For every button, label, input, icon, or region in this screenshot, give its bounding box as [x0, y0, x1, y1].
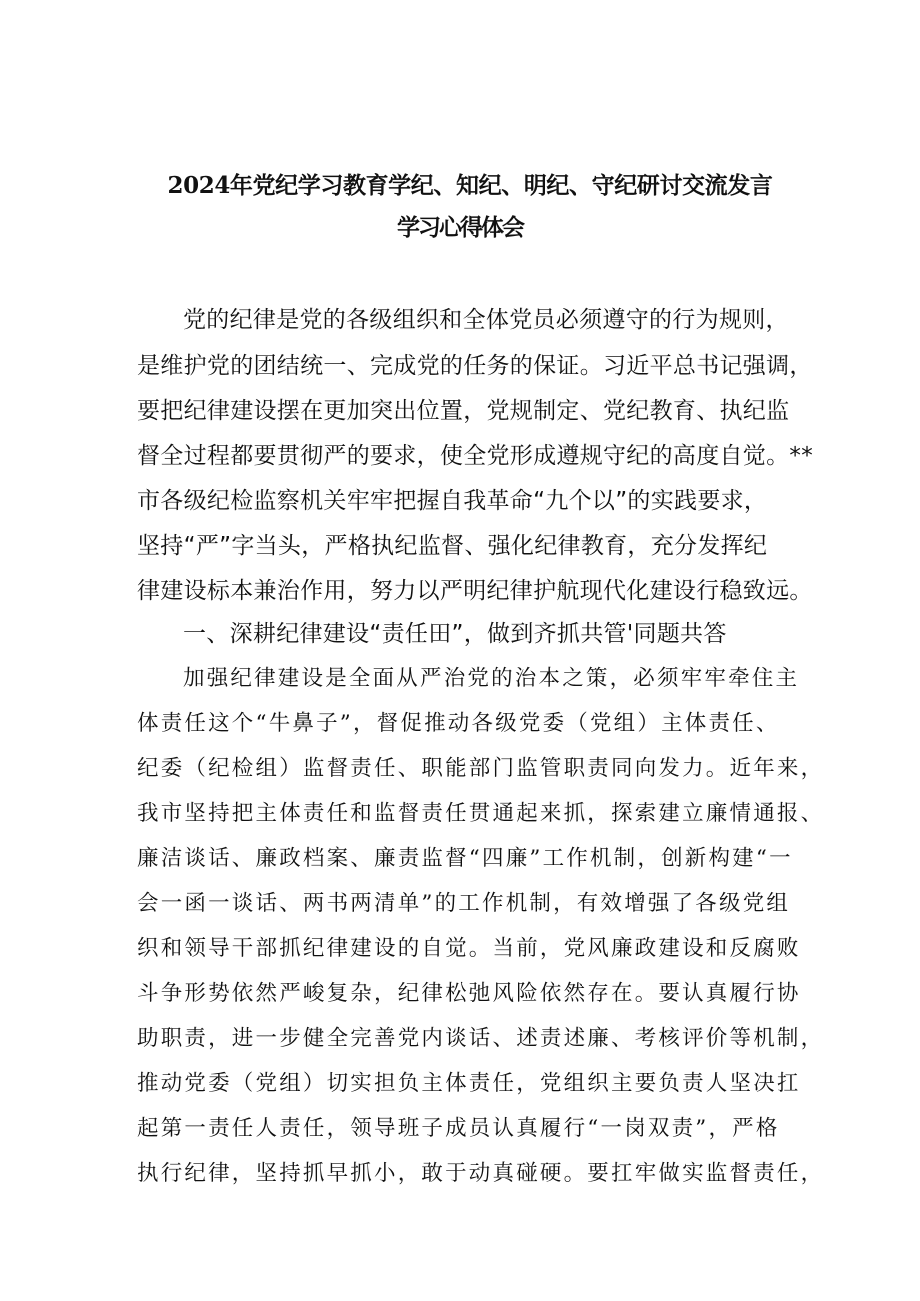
intro-line: 督全过程都要贯彻严的要求，使全党形成遵规守纪的高度自觉。**: [137, 443, 813, 469]
body-line: 斗争形势依然严峻复杂，纪律松弛风险依然存在。要认真履行协: [137, 981, 801, 1006]
body-line: 纪委（纪检组）监督责任、职能部门监管职责同向发力。近年来，: [137, 756, 825, 781]
intro-line: 要把纪律建设摆在更加突出位置，党规制定、党纪教育、执纪监: [137, 398, 790, 424]
body-line: 织和领导干部抓纪律建设的自觉。当前，党风廉政建设和反腐败: [137, 936, 801, 961]
intro-line: 是维护党的团结统一、完成党的任务的保证。习近平总书记强调，: [137, 353, 813, 379]
intro-line: 坚持“严”字当头，严格执纪监督、强化纪律教育，充分发挥纪: [137, 533, 768, 559]
document-title: 2024年党纪学习教育学纪、知纪、明纪、守纪研讨交流发言: [167, 172, 773, 199]
body-line: 我市坚持把主体责任和监督责任贯通起来抓，探索建立廉情通报、: [137, 801, 825, 826]
intro-line: 市各级纪检监察机关牢牢把握自我革命“九个以”的实践要求，: [137, 488, 768, 514]
body-line: 体责任这个“牛鼻子”，督促推动各级党委（党组）主体责任、: [137, 711, 780, 736]
body-line: 推动党委（党组）切实担负主体责任，党组织主要负责人坚决扛: [137, 1071, 801, 1096]
section-heading: 一、深耕纪律建设“责任田”，做到齐抓共管'同题共答: [183, 621, 727, 647]
body-line: 起第一责任人责任，领导班子成员认真履行“一岗双责”，严格: [137, 1116, 780, 1141]
body-line: 执行纪律，坚持抓早抓小，敢于动真碰硬。要扛牢做实监督责任，: [137, 1161, 825, 1186]
intro-line: 党的纪律是党的各级组织和全体党员必须遵守的行为规则，: [183, 307, 789, 333]
intro-line: 律建设标本兼治作用，努力以严明纪律护航现代化建设行稳致远。: [137, 578, 813, 604]
body-line: 会一函一谈话、两书两清单”的工作机制，有效增强了各级党组: [137, 891, 791, 916]
body-line: 加强纪律建设是全面从严治党的治本之策，必须牢牢牵住主: [183, 666, 800, 691]
body-line: 廉洁谈话、廉政档案、廉责监督“四廉”工作机制，创新构建“一: [137, 846, 793, 871]
body-line: 助职责，进一步健全完善党内谈话、述责述廉、考核评价等机制，: [137, 1026, 825, 1051]
document-subtitle: 学习心得体会: [397, 214, 523, 241]
